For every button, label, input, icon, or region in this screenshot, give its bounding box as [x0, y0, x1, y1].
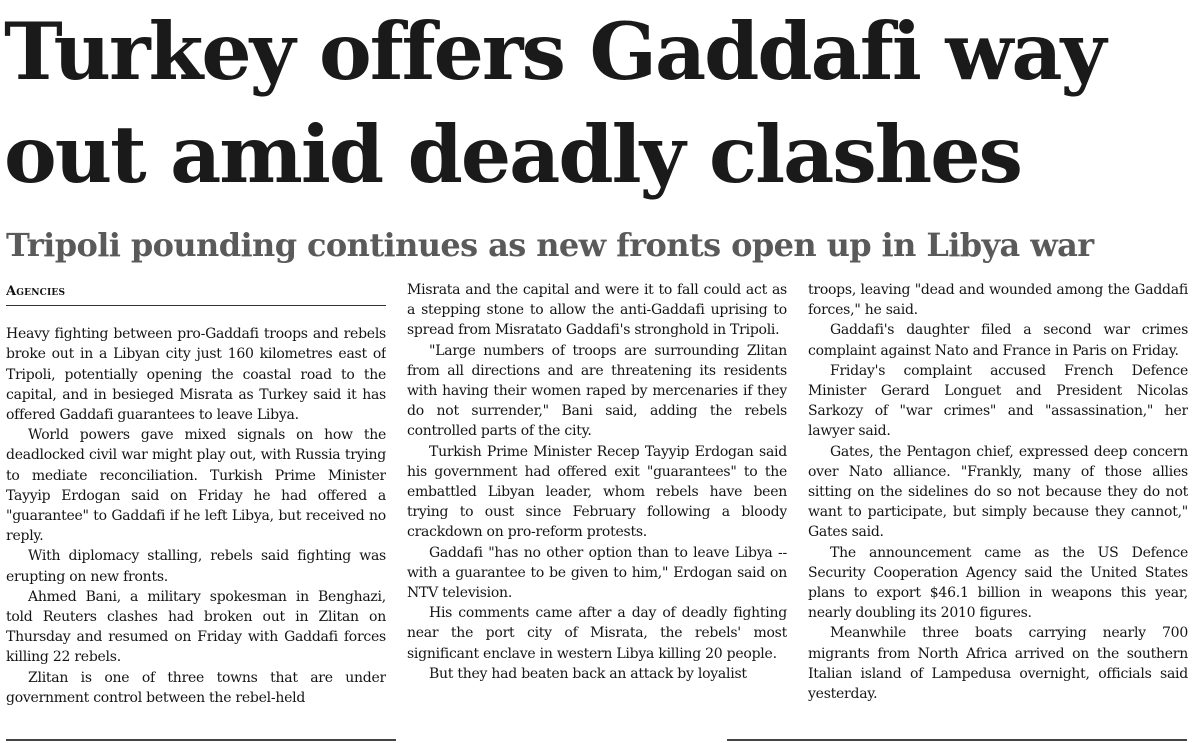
subheadline: Tripoli pounding continues as new fronts open up in Libya war — [6, 226, 1094, 264]
article-column-2 — [407, 280, 787, 730]
article-paragraph: Friday's complaint accused French Defence Minister Gerard Longuet and President Nicolas Sarkozy of "war crimes" and "assassination," her lawyer said. — [808, 362, 1188, 440]
article-paragraph: Heavy fighting between pro-Gaddafi troops and rebels broke out in a Libyan city just 160 kilometres east of Tripoli, potentially opening the coastal road to the capital, and in besieged Misrata as Turkey said it has offered Gaddafi guarantees to leave Libya. — [6, 326, 386, 424]
article-column-1 — [6, 280, 386, 730]
byline: Agencies — [6, 280, 386, 306]
headline-line-1: Turkey offers Gaddafi way — [4, 5, 1105, 98]
article-paragraph: The announcement came as the US Defence Security Cooperation Agency said the United States plans to export $46.1 billion in weapons this year, nearly doubling its 2010 figures. — [808, 544, 1188, 622]
article-paragraph: But they had beaten back an attack by loyalist — [429, 665, 747, 682]
bottom-divider-left — [6, 739, 396, 741]
article-paragraph: Gates, the Pentagon chief, expressed deep concern over Nato alliance. "Frankly, many of those allies sitting on the sidelines do so not because they do not want to participate, but simply because they cannot," Gates said. — [808, 443, 1188, 541]
article-paragraph: Ahmed Bani, a military spokesman in Benghazi, told Reuters clashes had broken out in Zlitan on Thursday and resumed on Friday with Gaddafi forces killing 22 rebels. — [6, 588, 386, 666]
article-column-3 — [808, 280, 1188, 730]
article-body — [6, 280, 1188, 730]
article-paragraph: Gaddafi's daughter filed a second war crimes complaint against Nato and France in Paris on Friday. — [808, 322, 1188, 359]
article-paragraph: Turkish Prime Minister Recep Tayyip Erdogan said his government had offered exit "guarantees" to the embattled Libyan leader, whom rebels have been trying to oust since February following a bloody crackdown on pro-reform protests. — [407, 443, 787, 541]
article-paragraph: troops, leaving "dead and wounded among the Gaddafi forces," he said. — [808, 282, 1188, 319]
article-paragraph: Meanwhile three boats carrying nearly 700 migrants from North Africa arrived on the southern Italian island of Lampedusa overnight, officials said yesterday. — [808, 625, 1188, 703]
article-paragraph: With diplomacy stalling, rebels said fighting was erupting on new fronts. — [6, 548, 386, 585]
article-paragraph: "Large numbers of troops are surrounding Zlitan from all directions and are threatening its residents with having their women raped by mercenaries if they do not surrender," Bani said, adding the rebels controlled parts of the city. — [407, 342, 787, 440]
bottom-divider-right — [727, 739, 1187, 741]
article-paragraph: Gaddafi "has no other option than to leave Libya -- with a guarantee to be given to him," Erdogan said on NTV television. — [407, 544, 787, 602]
article-paragraph: World powers gave mixed signals on how the deadlocked civil war might play out, with Russia trying to mediate reconciliation. Turkish Prime Minister Tayyip Erdogan said on Friday he had offered a "guarantee" to Gaddafi if he left Libya, but received no reply. — [6, 427, 386, 545]
headline-line-2: out amid deadly clashes — [4, 108, 1021, 201]
headline — [4, 0, 1190, 206]
article-paragraph: Zlitan is one of three towns that are under government control between the rebel-held — [6, 669, 386, 706]
article-paragraph: His comments came after a day of deadly fighting near the port city of Misrata, the rebels' most significant enclave in western Libya killing 20 people. — [407, 605, 787, 662]
article-paragraph: Misrata and the capital and were it to fall could act as a stepping stone to allow the anti-Gaddafi uprising to spread from Misratato Gaddafi's stronghold in Tripoli. — [407, 282, 787, 339]
